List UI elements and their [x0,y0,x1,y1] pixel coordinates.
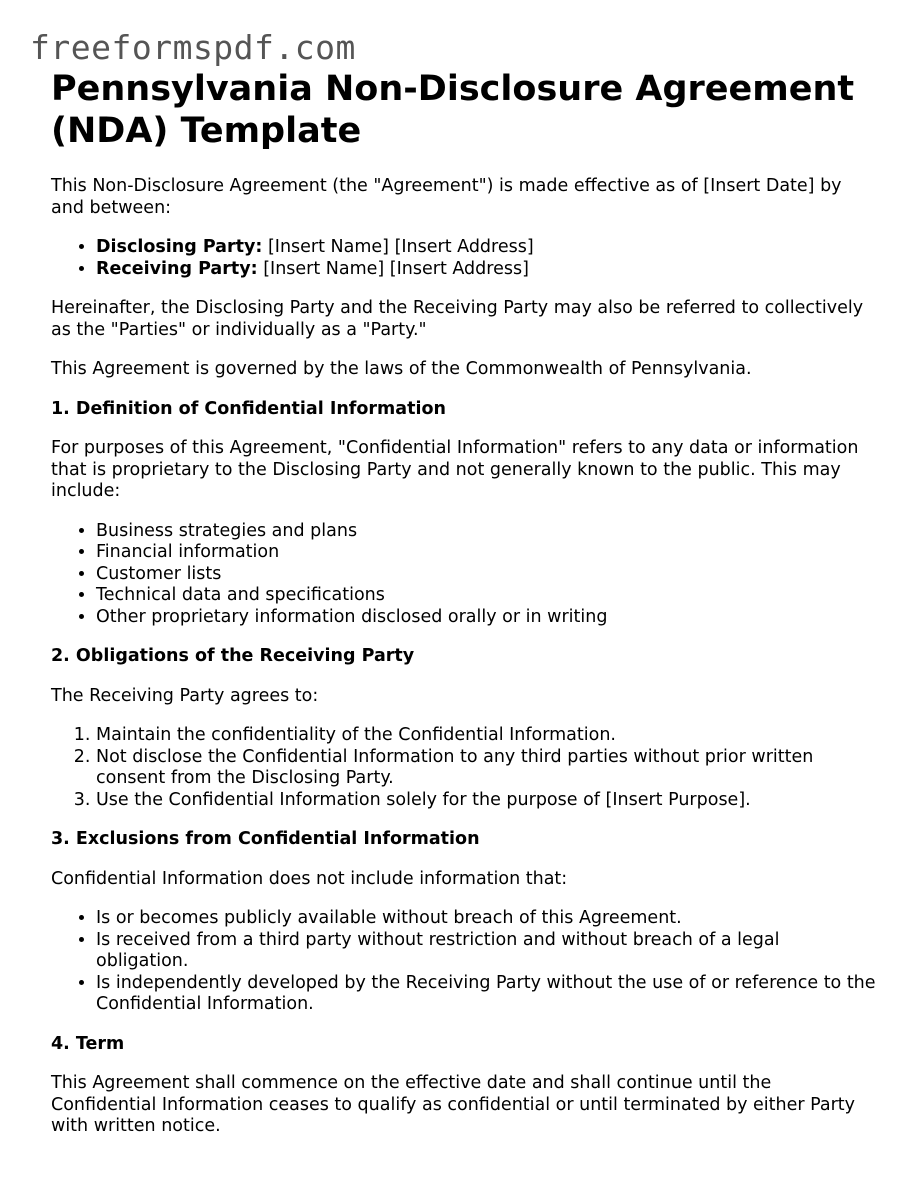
obligations-list [51,725,876,811]
section-heading: 2. Obligations of the Receiving Party [51,646,415,666]
list-item: • Customer lists [96,564,876,586]
section-paragraph: Confidential Information does not include information that: [51,868,568,889]
intro-paragraph: This Non-Disclosure Agreement (the "Agreement") is made effective as of [Insert Date] by and between: [51,176,842,218]
exclusions-list [51,908,876,1016]
document-body [51,68,876,1138]
list-item: • Is independently developed by the Receiving Party without the use of or reference to the Confidential Information. [96,973,876,1016]
party-value: [Insert Name] [Insert Address] [262,237,534,257]
confidential-info-list [51,521,876,629]
list-item: • Is or becomes publicly available without breach of this Agreement. [96,908,876,930]
section-heading: 1. Definition of Confidential Information [51,398,446,419]
section-paragraph: This Agreement shall commence on the effective date and shall continue until the Confidential Information ceases to qualify as confidential or until terminated by either Party with written notice. [51,1073,856,1136]
section-paragraph: The Receiving Party agrees to: [51,685,319,706]
party-label: Disclosing Party: [96,237,263,257]
list-item: 1. Maintain the confidentiality of the Confidential Information. [96,725,876,747]
section-paragraph: For purposes of this Agreement, "Confidential Information" refers to any data or information that is proprietary to the Disclosing Party and not generally known to the public. This may include: [51,438,859,501]
list-item: • Technical data and specifications [96,585,876,607]
list-item [96,237,876,259]
list-item [96,259,876,281]
hereinafter-paragraph: Hereinafter, the Disclosing Party and the Receiving Party may also be referred to collectively as the "Parties" or individually as a "Party." [51,298,864,340]
party-label: Receiving Party: [96,258,258,279]
parties-list [51,237,876,280]
section-heading: 3. Exclusions from Confidential Information [51,829,480,849]
section-heading: 4. Term [51,1033,125,1054]
list-item: • Financial information [96,542,876,564]
list-item: • Business strategies and plans [96,521,876,543]
list-item: 3. Use the Confidential Information solely for the purpose of [Insert Purpose]. [96,790,876,812]
party-value: [Insert Name] [Insert Address] [257,258,529,279]
site-watermark: freeformspdf.com [30,28,356,67]
list-item: • Is received from a third party without restriction and without breach of a legal obligation. [96,930,876,973]
list-item: 2. Not disclose the Confidential Information to any third parties without prior written consent from the Disclosing Party. [96,747,876,790]
list-item: • Other proprietary information disclosed orally or in writing [96,607,876,629]
governing-law-paragraph: This Agreement is governed by the laws of the Commonwealth of Pennsylvania. [51,359,752,379]
document-title: Pennsylvania Non-Disclosure Agreement (NDA) Template [51,69,855,151]
